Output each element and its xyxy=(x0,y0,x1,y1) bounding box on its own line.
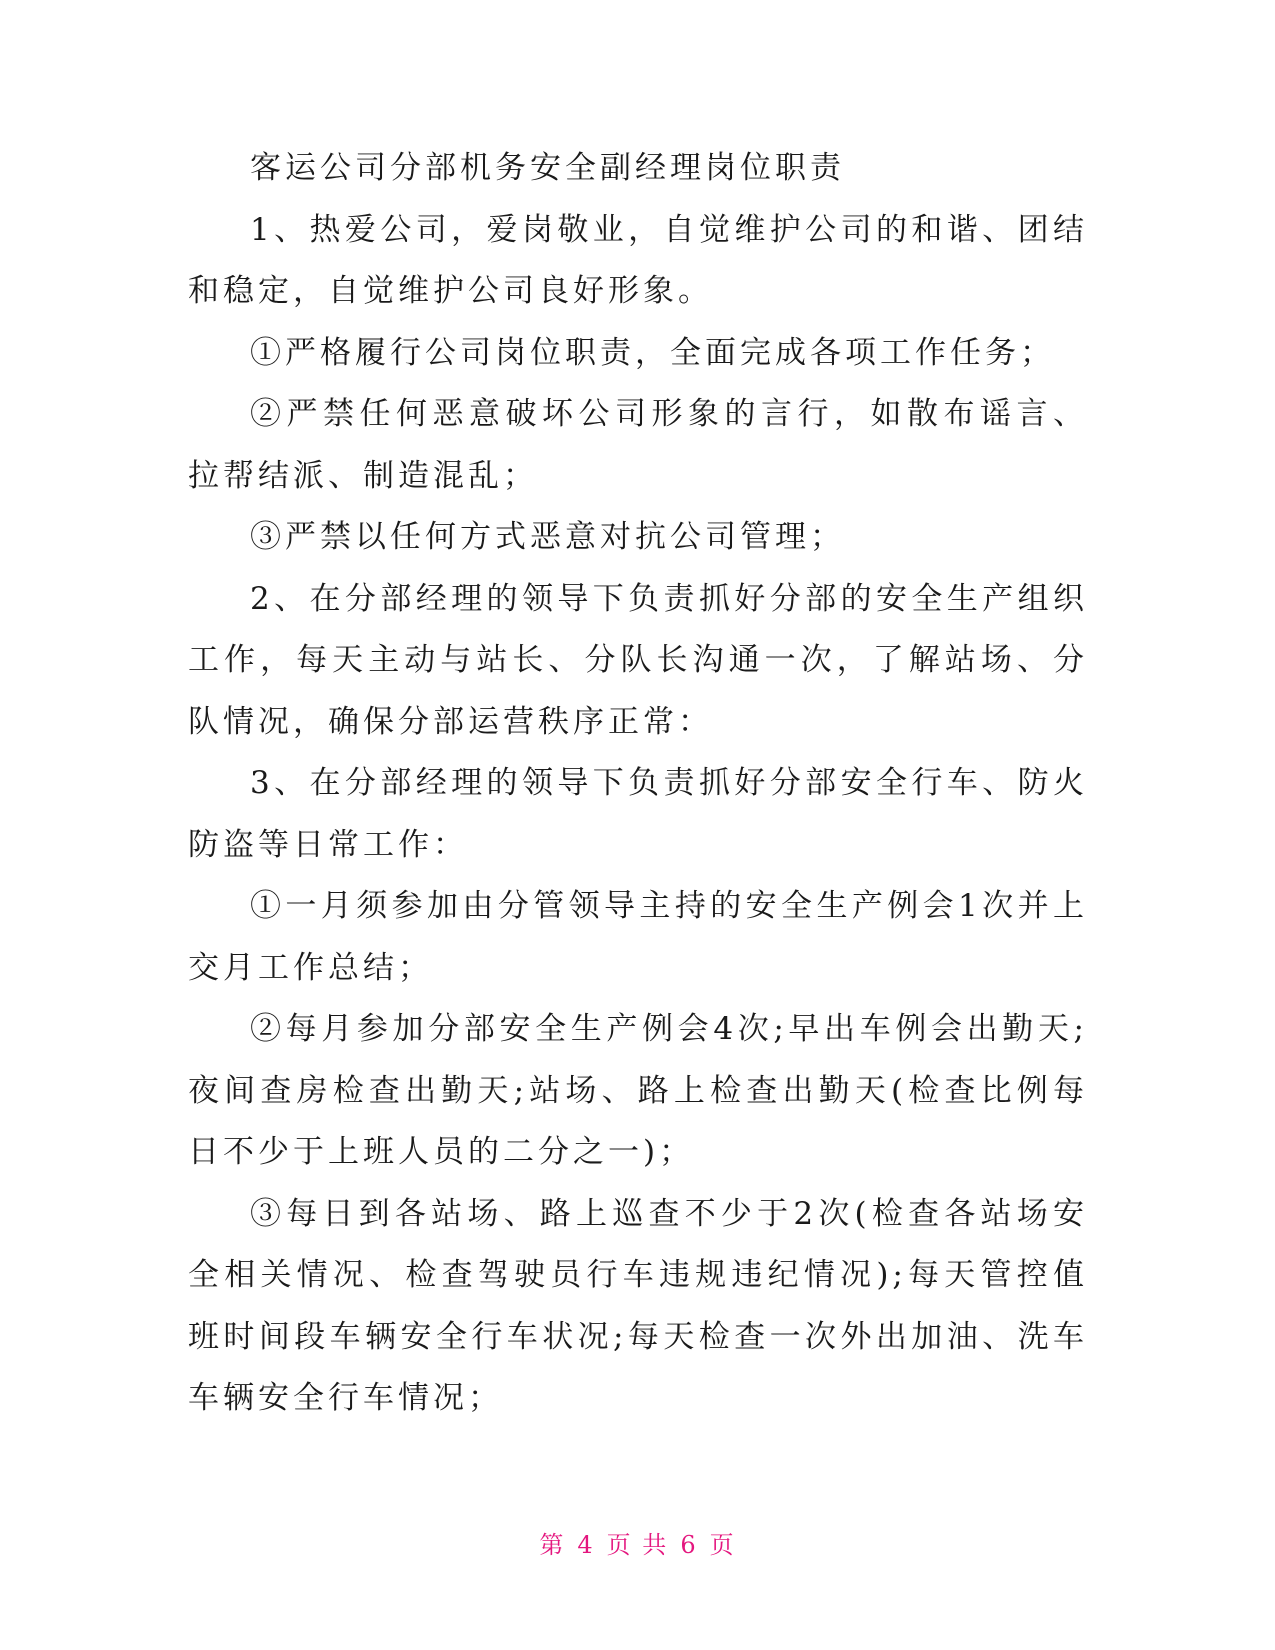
footer-suffix: 页 xyxy=(709,1531,736,1559)
footer-prefix: 第 xyxy=(539,1531,566,1559)
paragraph-8: ②每月参加分部安全生产例会4次;早出车例会出勤天;夜间查房检查出勤天;站场、路上检查出勤天(检查比例每日不少于上班人员的二分之一)； xyxy=(188,1011,1088,1170)
page-footer xyxy=(0,1525,1275,1560)
document-body xyxy=(188,138,1088,1430)
footer-total-pages: 6 xyxy=(680,1531,698,1559)
footer-middle: 页 共 xyxy=(606,1531,669,1559)
paragraph-2: ①严格履行公司岗位职责，全面完成各项工作任务； xyxy=(250,334,1055,371)
paragraph-7: ①一月须参加由分管领导主持的安全生产例会1次并上交月工作总结； xyxy=(188,888,1088,986)
footer-page-number: 4 xyxy=(577,1531,595,1559)
paragraph-9: ③每日到各站场、路上巡查不少于2次(检查各站场安全相关情况、检查驾驶员行车违规违纪情况);每天管控值班时间段车辆安全行车状况;每天检查一次外出加油、洗车车辆安全行车情况； xyxy=(188,1195,1088,1416)
paragraph-1: 1、热爱公司，爱岗敬业，自觉维护公司的和谐、团结和稳定，自觉维护公司良好形象。 xyxy=(188,211,1088,309)
paragraph-3: ②严禁任何恶意破坏公司形象的言行，如散布谣言、拉帮结派、制造混乱； xyxy=(188,396,1088,494)
paragraph-4: ③严禁以任何方式恶意对抗公司管理； xyxy=(250,519,845,555)
paragraph-5: 2、在分部经理的领导下负责抓好分部的安全生产组织工作，每天主动与站长、分队长沟通一次，了解站场、分队情况，确保分部运营秩序正常： xyxy=(188,580,1088,740)
paragraph-6: 3、在分部经理的领导下负责抓好分部安全行车、防火防盗等日常工作： xyxy=(188,765,1088,863)
document-title: 客运公司分部机务安全副经理岗位职责 xyxy=(250,150,845,186)
